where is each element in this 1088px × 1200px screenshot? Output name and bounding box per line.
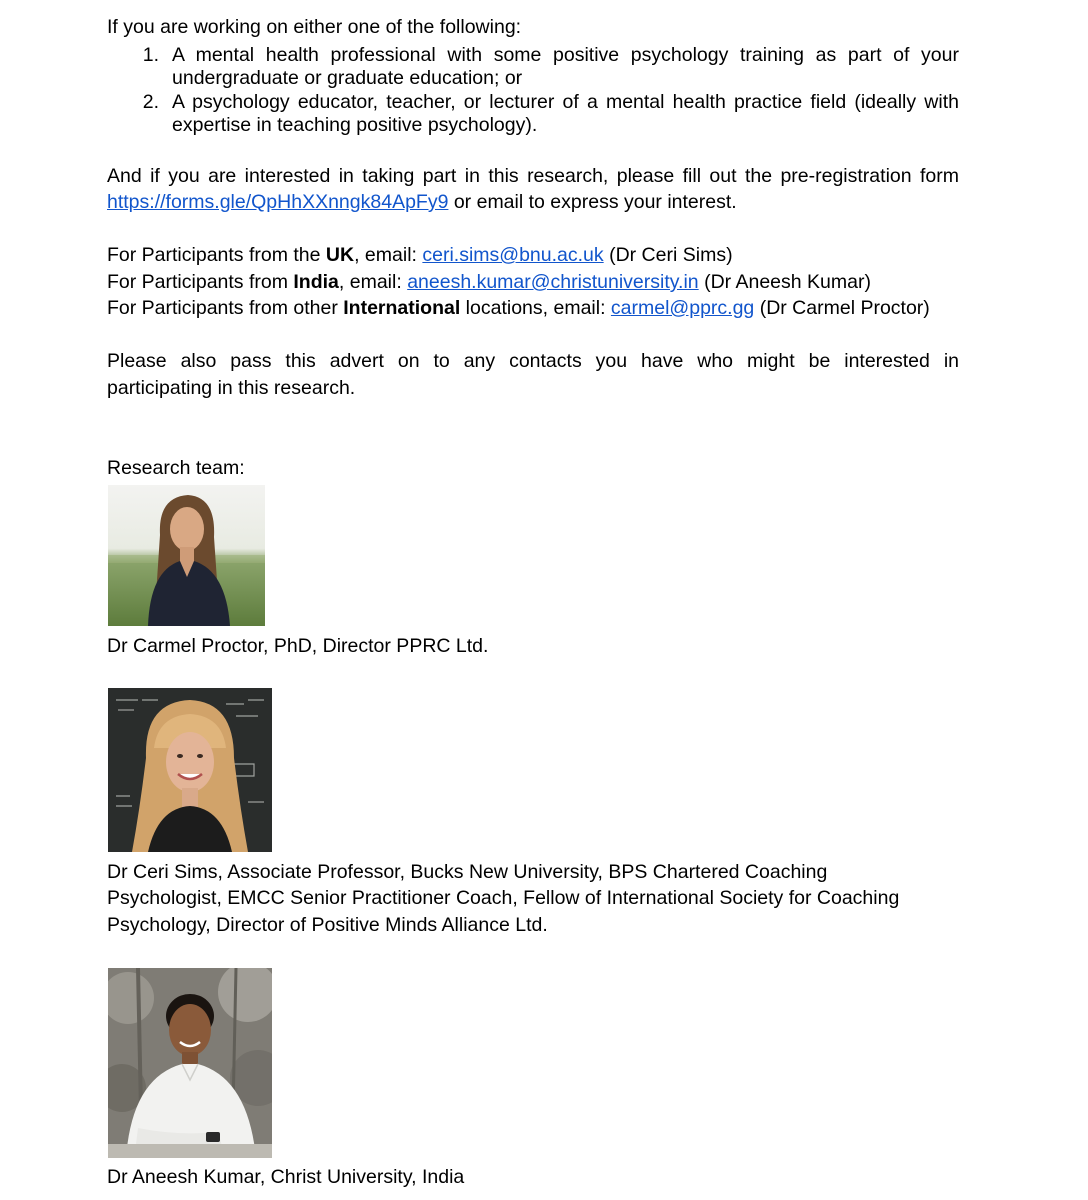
interest-line-2 — [107, 189, 737, 215]
interest-after-link: or email to express your interest. — [448, 191, 737, 213]
pass-on-text: Please also pass this advert on to any contacts you have who might be interested in — [107, 350, 959, 372]
criteria-item-line: A psychology educator, teacher, or lecturer of a mental health practice field (ideally with — [172, 91, 959, 113]
preregistration-form-link[interactable]: https://forms.gle/QpHhXXnngk84ApFy9 — [107, 191, 449, 213]
email-link-india[interactable]: aneesh.kumar@christuniversity.in — [407, 271, 699, 293]
aneesh-kumar-photo — [108, 968, 272, 1158]
contact-region: India — [293, 271, 339, 293]
criteria-item-line: A mental health professional with some positive psychology training as part of your — [172, 44, 959, 66]
team-caption-ceri-line: Dr Ceri Sims, Associate Professor, Bucks New University, BPS Chartered Coaching — [107, 861, 828, 883]
contact-line-international — [107, 295, 930, 321]
contact-person: (Dr Aneesh Kumar) — [698, 271, 871, 293]
email-link-uk[interactable]: ceri.sims@bnu.ac.uk — [422, 244, 604, 266]
research-team-heading: Research team: — [107, 457, 245, 479]
contact-line-uk — [107, 242, 733, 268]
contact-mid: , email: — [338, 271, 408, 293]
team-caption-ceri-line: Psychologist, EMCC Senior Practitioner Coach, Fellow of International Society for Coaching — [107, 887, 900, 909]
contact-mid: locations, email: — [460, 297, 611, 319]
team-caption-carmel: Dr Carmel Proctor, PhD, Director PPRC Ltd. — [107, 635, 489, 657]
contact-region: UK — [325, 244, 355, 266]
criteria-number: 2. — [142, 91, 159, 113]
pass-on-text-2: participating in this research. — [107, 377, 356, 399]
team-caption-aneesh: Dr Aneesh Kumar, Christ University, India — [107, 1166, 465, 1188]
criteria-number: 1. — [142, 44, 159, 66]
contact-line-india — [107, 269, 871, 295]
intro-text: If you are working on either one of the following: — [107, 16, 522, 38]
carmel-proctor-photo — [108, 485, 265, 626]
criteria-item-line: undergraduate or graduate education; or — [172, 67, 523, 89]
contact-prefix: For Participants from other — [107, 297, 344, 319]
contact-prefix: For Participants from — [107, 271, 294, 293]
contact-region: International — [343, 297, 461, 319]
email-link-international[interactable]: carmel@pprc.gg — [610, 297, 755, 319]
contact-person: (Dr Ceri Sims) — [603, 244, 733, 266]
contact-person: (Dr Carmel Proctor) — [754, 297, 930, 319]
team-caption-ceri-line: Psychology, Director of Positive Minds Alliance Ltd. — [107, 914, 548, 936]
ceri-sims-photo — [108, 688, 272, 852]
interest-text: And if you are interested in taking part in this research, please fill out the pre-registration form — [107, 165, 959, 187]
criteria-item-line: expertise in teaching positive psychology). — [172, 114, 538, 136]
contact-prefix: For Participants from the — [107, 244, 326, 266]
contact-mid: , email: — [354, 244, 423, 266]
